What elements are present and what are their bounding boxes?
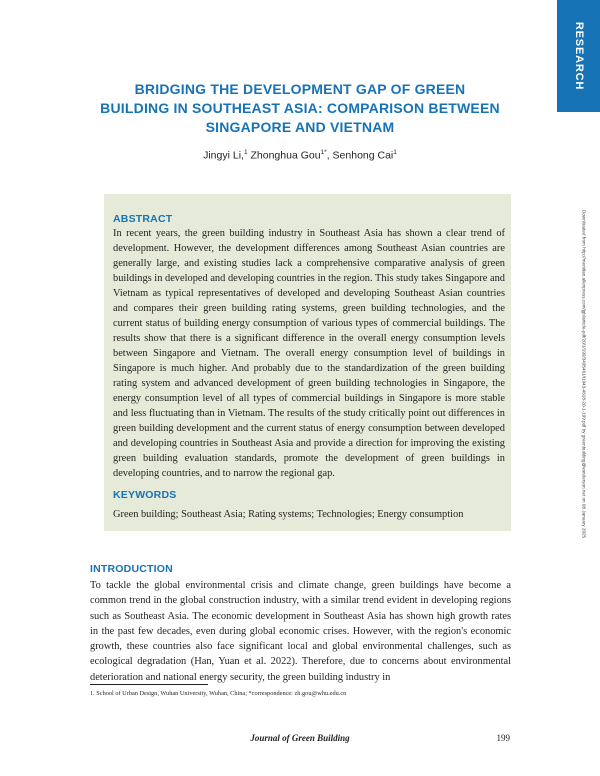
affiliation-mark: 1* — [320, 149, 327, 156]
journal-name: Journal of Green Building — [250, 733, 350, 743]
footnote-divider — [90, 684, 208, 685]
download-note: Downloaded from http://meridian.allenpress.com/jgb/article-pdf/20/1/199/3495461/i1943-4618-20-1-199.pdf by greenbuilding@vanderson.net on 08 January 2025 — [581, 209, 587, 539]
keywords-heading: KEYWORDS — [113, 489, 177, 501]
abstract-text: In recent years, the green building industry in Southeast Asia has shown a clear trend of development. However, the development differences among Southeast Asian countries are generally large, and existing studies lack a comprehensive comparative analysis of green buildings in developed and developing countries in the region. This study takes Singapore and Vietnam as typical representatives of developed and developing Southeast Asian countries and compares their green building rating systems, green building technologies, and the current status of building energy consumption of various types of commercial buildings. The results show that there is a significant difference in the overall energy consumption levels between Singapore and Vietnam. The overall energy consumption level of buildings in Singapore is much higher. And probably due to the standardization of the green building rating system and advanced development of green building technologies in Singapore, the energy consumption level of all types of commercial buildings in Singapore is more stable and less fluctuating than in Vietnam. The results of the study critically point out differences in green building development and the current status of energy consumption between developed and developing countries in Southeast Asia and provide a direction for improving the existing green building evaluation standards, promote the development of green buildings in developing countries, and to narrow the regional gap. — [113, 228, 505, 479]
author-line — [100, 149, 500, 162]
author-name: Jingyi Li, — [203, 149, 244, 162]
affiliation-mark: 1 — [243, 149, 248, 156]
author-name: Zhonghua Gou — [247, 149, 321, 162]
introduction-heading: INTRODUCTION — [90, 563, 173, 575]
author-name: , Senhong Cai — [326, 149, 394, 162]
introduction-text: To tackle the global environmental crisis and climate change, green buildings have become a common trend in the global construction industry, with a similar trend evident in developing regions such as Southeast Asia. The economic development in Southeast Asia has shown high growth rates in the past few decades, even during global economic crises. However, with the region's economic growth, these countries also face significant local and global environmental challenges, such as ecological degradation (Han, Yuan et al. 2022). Therefore, due to concerns about environmental deterioration and national energy security, the green building industry in — [90, 580, 511, 683]
affiliation-mark: 1 — [393, 149, 397, 156]
article-title: BRIDGING THE DEVELOPMENT GAP OF GREEN BUILDING IN SOUTHEAST ASIA: COMPARISON BETWEEN SINGAPORE AND VIETNAM — [100, 81, 500, 135]
keywords-text: Green building; Southeast Asia; Rating systems; Technologies; Energy consumption — [113, 509, 464, 520]
footnote: 1. School of Urban Design, Wuhan University, Wuhan, China; *correspondence: zh.gou@whu.edu.cn — [90, 690, 347, 697]
section-tab-label: RESEARCH — [573, 21, 585, 91]
page-number: 199 — [496, 733, 510, 743]
abstract-heading: ABSTRACT — [113, 213, 173, 225]
